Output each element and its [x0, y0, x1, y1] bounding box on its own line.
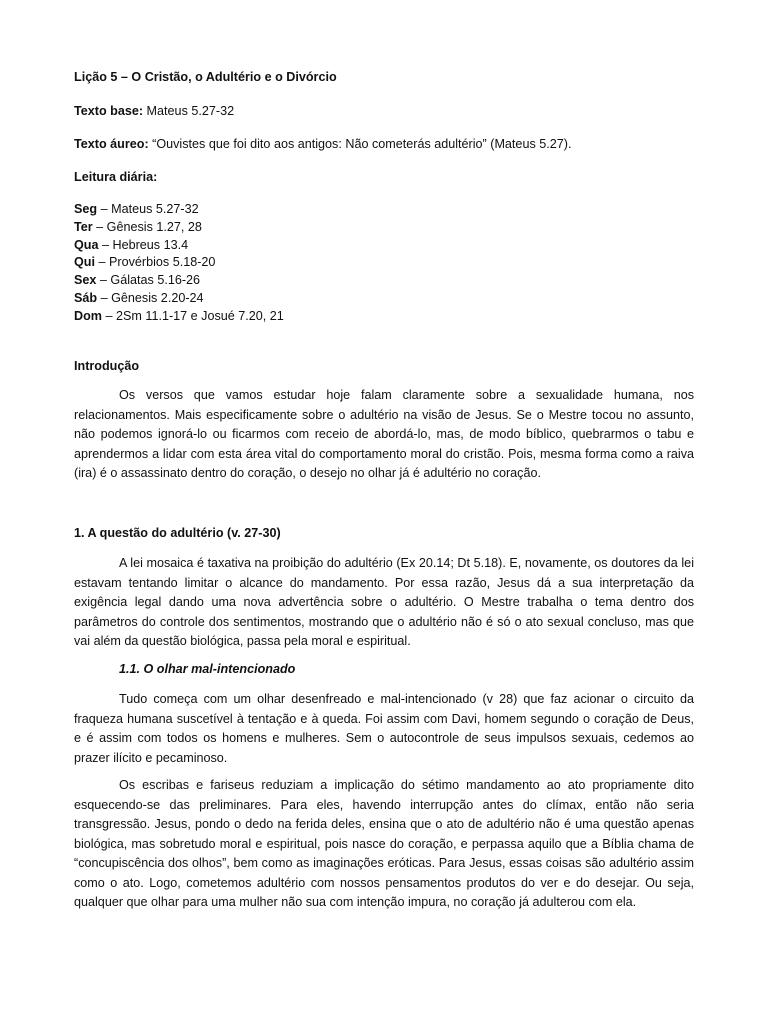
leitura-item: Dom – 2Sm 11.1-17 e Josué 7.20, 21: [74, 308, 284, 323]
leitura-item: Sáb – Gênesis 2.20-24: [74, 290, 204, 305]
subsection-1-1-heading: 1.1. O olhar mal-intencionado: [119, 662, 296, 676]
texto-aureo-value: “Ouvistes que foi dito aos antigos: Não cometerás adultério” (Mateus 5.27).: [148, 137, 572, 151]
texto-base-value: Mateus 5.27-32: [143, 104, 235, 118]
section-1-heading: 1. A questão do adultério (v. 27-30): [74, 526, 281, 540]
section-1-paragraph: A lei mosaica é taxativa na proibição do adultério (Ex 20.14; Dt 5.18). E, novamente, os doutores da lei estavam tentando limitar o alcance do mandamento. Por essa razão, Jesus dá a sua interpretação da exigência legal dando uma nova advertência sobre o adultério. O Mestre trabalha o tema dentro dos parâmetros do controle dos sentimentos, mostrando que o adultério não é só o ato sexual concluso, mas que vai além da questão biológica, passa pela moral e espiritual.: [74, 556, 694, 648]
lesson-title: Lição 5 – O Cristão, o Adultério e o Divórcio: [74, 70, 337, 84]
texto-base: [74, 102, 694, 122]
leitura-item: Ter – Gênesis 1.27, 28: [74, 219, 202, 234]
leitura-item: Qui – Provérbios 5.18-20: [74, 255, 216, 270]
subsection-paragraph-1: Tudo começa com um olhar desenfreado e mal-intencionado (v 28) que faz acionar o circuito da fraqueza humana suscetível à tentação e à queda. Foi assim com Davi, homem segundo o coração de Deus, e é assim com todos os homens e mulheres. Sem o autocontrole de seus impulsos sexuais, cedemos ao prazer ilícito e pecaminoso.: [74, 692, 694, 765]
texto-aureo: [74, 135, 694, 155]
leitura-item: Qua – Hebreus 13.4: [74, 237, 189, 252]
texto-base-label: Texto base:: [74, 104, 144, 118]
introducao-heading: Introdução: [74, 359, 140, 373]
texto-aureo-label: Texto áureo:: [74, 137, 149, 151]
leitura-item: Seg – Mateus 5.27-32: [74, 202, 199, 216]
leitura-list: [74, 201, 694, 326]
subsection-paragraph-2: Os escribas e fariseus reduziam a implicação do sétimo mandamento ao ato propriamente dito esquecendo-se das preliminares. Para eles, havendo interrupção antes do clímax, então não seria transgressão. Jesus, pondo o dedo na ferida deles, ensina que o ato de adultério não é uma questão apenas biológica, mas sobretudo moral e espiritual, pois nasce do coração, e perpassa aquilo que a Bíblia chama de “concupiscência dos olhos”, bem como as imaginações eróticas. Para Jesus, essas coisas são adultério assim como o ato. Logo, cometemos adultério com nossos pensamentos produtos do ver e do desejar. Ou seja, qualquer que olhar para uma mulher não sua com intenção impura, no coração já adulterou com ela.: [74, 778, 694, 909]
introducao-paragraph: Os versos que vamos estudar hoje falam claramente sobre a sexualidade humana, nos relacionamentos. Mais especificamente sobre o adultério na visão de Jesus. Se o Mestre tocou no assunto, não podemos ignorá-lo ou ficarmos com receio de abordá-lo, mas, de modo bíblico, quebrarmos o tabu e aprendermos a lidar com esta área vital do comportamento moral do cristão. Pois, mesma forma como a raiva (ira) é o assassinato dentro do coração, o desejo no olhar já é adultério no coração.: [74, 388, 694, 480]
leitura-item: Sex – Gálatas 5.16-26: [74, 273, 201, 288]
leitura-heading: Leitura diária:: [74, 170, 158, 184]
